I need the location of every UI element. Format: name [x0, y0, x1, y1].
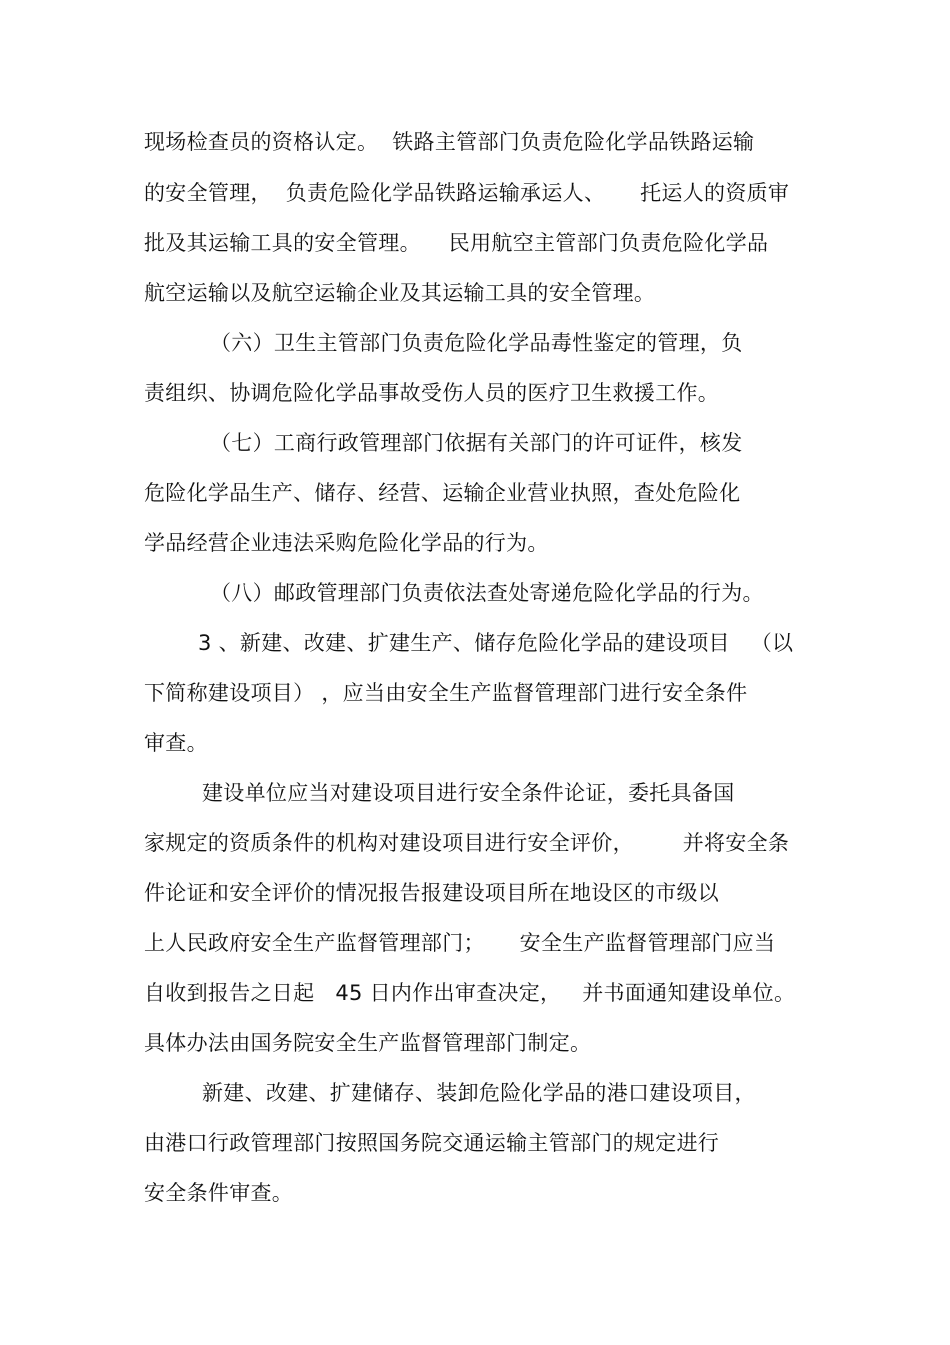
- paragraph-start-line: 3 、新建、改建、扩建生产、储存危险化学品的建设项目 （以: [198, 631, 794, 655]
- text-line: 责组织、协调危险化学品事故受伤人员的医疗卫生救援工作。: [144, 381, 720, 405]
- paragraph-start-line: （六）卫生主管部门负责危险化学品毒性鉴定的管理，负: [210, 331, 743, 355]
- paragraph-start-line: （八）邮政管理部门负责依法查处寄递危险化学品的行为。: [210, 581, 764, 605]
- text-line: 安全条件审查。: [144, 1181, 294, 1205]
- text-line: 由港口行政管理部门按照国务院交通运输主管部门的规定进行: [144, 1131, 720, 1155]
- text-line: 批及其运输工具的安全管理。 民用航空主管部门负责危险化学品: [144, 231, 769, 255]
- text-line: 自收到报告之日起 45 日内作出审查决定， 并书面通知建设单位。: [144, 981, 796, 1005]
- text-line: 危险化学品生产、储存、经营、运输企业营业执照，查处危险化: [144, 481, 741, 505]
- text-line: 具体办法由国务院安全生产监督管理部门制定。: [144, 1031, 592, 1055]
- paragraph-start-line: 新建、改建、扩建储存、装卸危险化学品的港口建设项目，: [202, 1081, 756, 1105]
- text-line: 的安全管理， 负责危险化学品铁路运输承运人、 托运人的资质审: [144, 181, 790, 205]
- text-line: 审查。: [144, 731, 208, 755]
- text-line: 家规定的资质条件的机构对建设项目进行安全评价， 并将安全条: [144, 831, 790, 855]
- paragraph-start-line: 建设单位应当对建设项目进行安全条件论证，委托具备国: [202, 781, 735, 805]
- text-line: 现场检查员的资格认定。 铁路主管部门负责危险化学品铁路运输: [144, 130, 755, 154]
- text-line: 下简称建设项目） ，应当由安全生产监督管理部门进行安全条件: [144, 681, 748, 705]
- text-line: 航空运输以及航空运输企业及其运输工具的安全管理。: [144, 281, 656, 305]
- text-line: 上人民政府安全生产监督管理部门； 安全生产监督管理部门应当: [144, 931, 776, 955]
- paragraph-start-line: （七）工商行政管理部门依据有关部门的许可证件，核发: [210, 431, 743, 455]
- text-line: 学品经营企业违法采购危险化学品的行为。: [144, 531, 549, 555]
- text-line: 件论证和安全评价的情况报告报建设项目所在地设区的市级以: [144, 881, 720, 905]
